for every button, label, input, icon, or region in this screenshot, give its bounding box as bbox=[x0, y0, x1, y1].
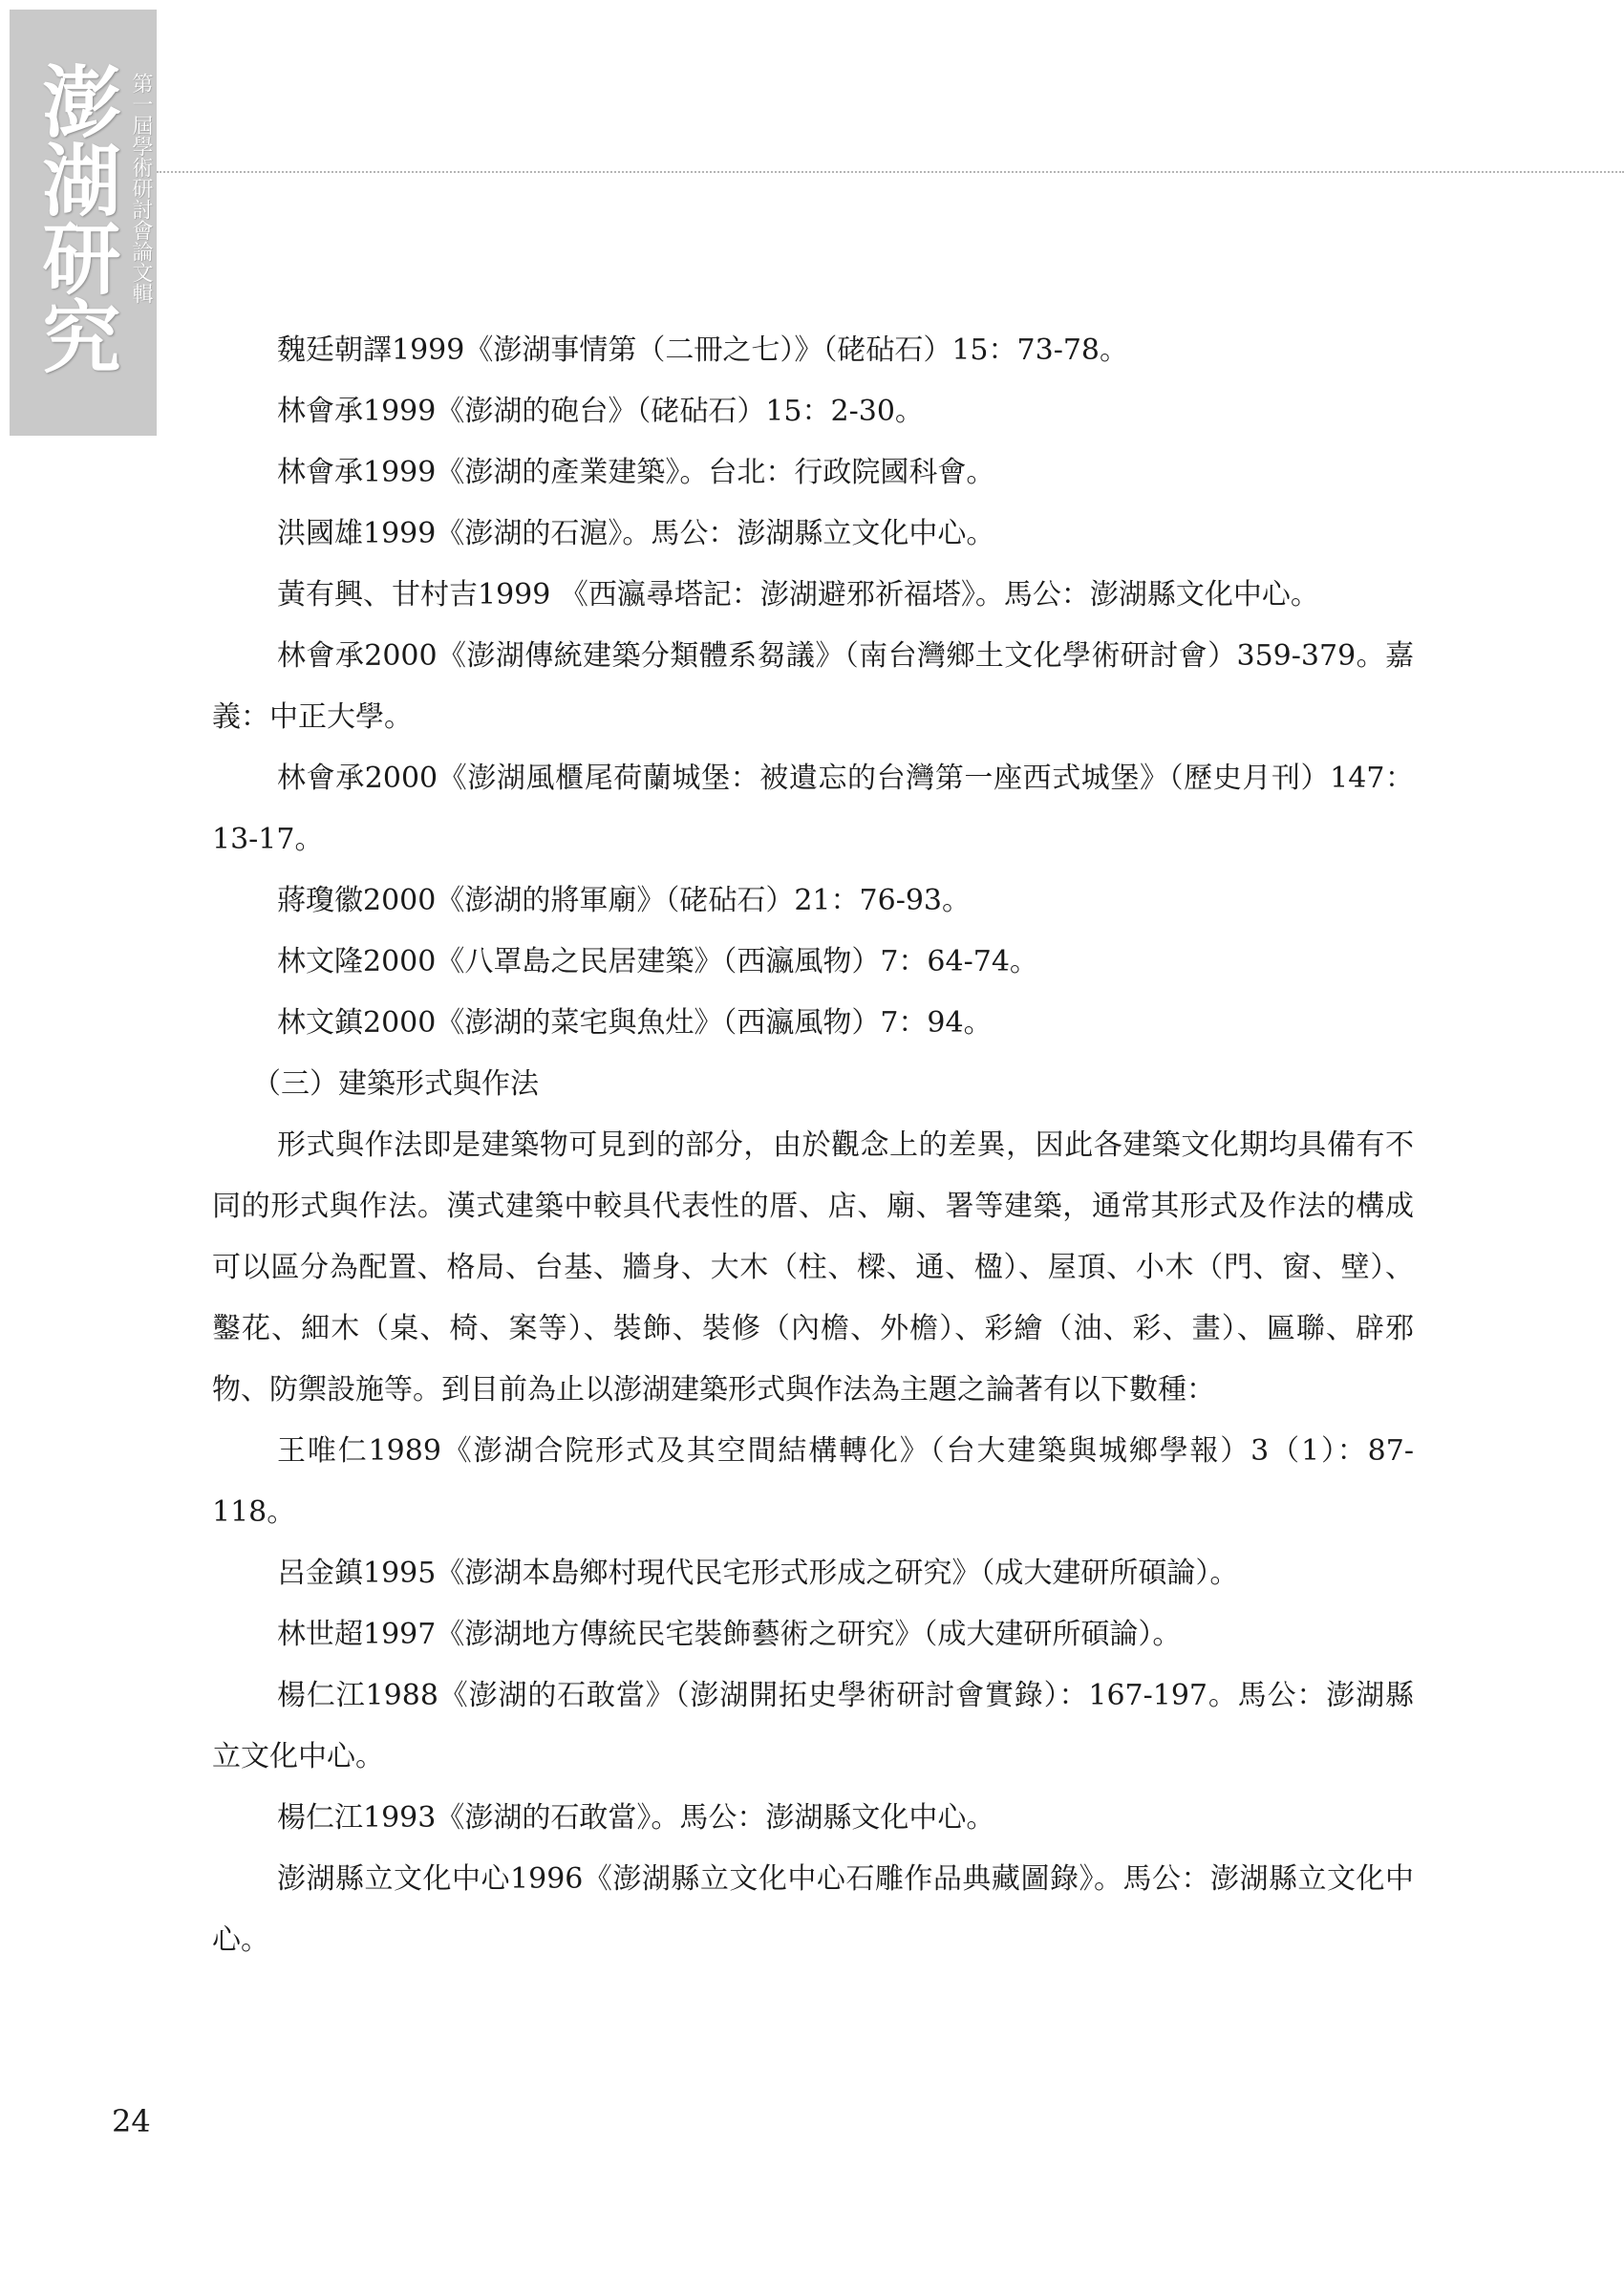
reference-entry: 呂金鎮1995《澎湖本島鄉村現代民宅形式形成之研究》（成大建研所碩論）。 bbox=[277, 1557, 1239, 1590]
reference-entry: 王唯仁1989《澎湖合院形式及其空間結構轉化》（台大建築與城鄉學報）3（1）：87-118。 bbox=[212, 1434, 1414, 1529]
page-body bbox=[212, 320, 1414, 1971]
reference-entry: 蔣瓊徽2000《澎湖的將軍廟》（硓砧石）21：76-93。 bbox=[277, 884, 972, 917]
reference-entry: 澎湖縣立文化中心1996《澎湖縣立文化中心石雕作品典藏圖錄》。馬公：澎湖縣立文化中心。 bbox=[212, 1862, 1414, 1957]
section-heading: （三）建築形式與作法 bbox=[252, 1067, 539, 1101]
series-subtitle: 第一屆學術研討會論文輯 bbox=[129, 73, 153, 304]
reference-entry: 林會承2000《澎湖傳統建築分類體系芻議》（南台灣鄉土文化學術研討會）359-379。嘉義：中正大學。 bbox=[212, 639, 1414, 734]
reference-entry: 林文鎮2000《澎湖的菜宅與魚灶》（西瀛風物）7：94。 bbox=[277, 1006, 993, 1040]
reference-entry: 黃有興、甘村吉1999 《西瀛尋塔記：澎湖避邪祈福塔》。馬公：澎湖縣文化中心。 bbox=[277, 578, 1319, 612]
reference-entry: 魏廷朝譯1999《澎湖事情第（二冊之七）》（硓砧石）15：73-78。 bbox=[277, 333, 1129, 367]
reference-entry: 林會承1999《澎湖的砲台》（硓砧石）15：2-30。 bbox=[277, 395, 924, 428]
reference-entry: 林文隆2000《八罩島之民居建築》（西瀛風物）7：64-74。 bbox=[277, 945, 1038, 978]
reference-entry: 林會承1999《澎湖的產業建築》。台北：行政院國科會。 bbox=[277, 456, 995, 489]
reference-entry: 林世超1997《澎湖地方傳統民宅裝飾藝術之研究》（成大建研所碩論）。 bbox=[277, 1618, 1182, 1651]
reference-entry: 楊仁江1993《澎湖的石敢當》。馬公：澎湖縣文化中心。 bbox=[277, 1801, 995, 1835]
reference-entry: 洪國雄1999《澎湖的石滬》。馬公：澎湖縣立文化中心。 bbox=[277, 517, 995, 550]
reference-entry: 楊仁江1988《澎湖的石敢當》（澎湖開拓史學術研討會實錄）：167-197。馬公：澎湖縣立文化中心。 bbox=[212, 1679, 1414, 1773]
reference-entry: 林會承2000《澎湖風櫃尾荷蘭城堡：被遺忘的台灣第一座西式城堡》（歷史月刊）147：13-17。 bbox=[212, 762, 1414, 856]
page-number: 24 bbox=[112, 2103, 151, 2139]
header-dotted-rule bbox=[157, 171, 1624, 173]
section-paragraph: 形式與作法即是建築物可見到的部分，由於觀念上的差異，因此各建築文化期均具備有不同的形式與作法。漢式建築中較具代表性的厝、店、廟、署等建築，通常其形式及作法的構成可以區分為配置、格局、台基、牆身、大木（柱、樑、通、楹）、屋頂、小木（門、窗、壁）、鑿花、細木（桌、椅、案等）、裝飾、裝修（內檐、外檐）、彩繪（油、彩、畫）、匾聯、辟邪物、防禦設施等。到目前為止以澎湖建築形式與作法為主題之論著有以下數種： bbox=[212, 1128, 1414, 1407]
journal-title: 澎湖研究 bbox=[30, 61, 120, 375]
